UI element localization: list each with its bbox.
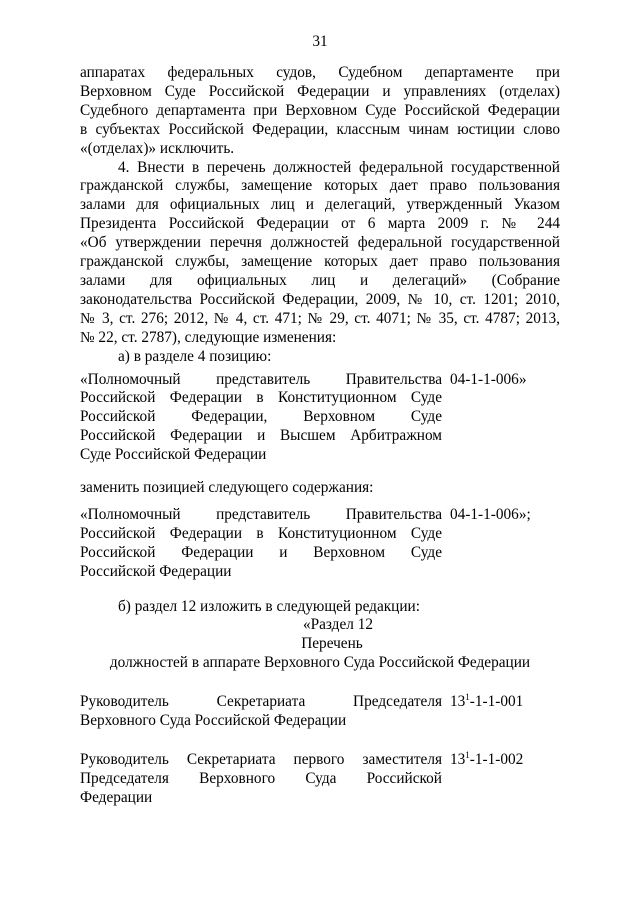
text-line: гражданской службы, замещение которых дает право пользования [80,177,560,195]
code-base: 13 [450,693,466,711]
text-line: залами для официальных лиц и делегаций» (Собрание [80,271,560,289]
position-code [442,751,560,770]
position-entry-001 [80,693,560,731]
text-line: законодательства Российской Федерации, 2009, № 10, ст. 1201; 2010, [80,290,560,308]
code-rest: -1-1-001 [469,693,524,711]
text-line: Федерации [80,788,153,806]
text-line: Российской Федерации [80,562,232,580]
text-line: Российской Федерации в Конституционном Суде [80,389,442,407]
code-rest: -1-1-002 [469,751,524,768]
position-entry-old [80,371,560,466]
text-line: № 22, ст. 2787), следующие изменения: [80,328,337,346]
text-line: № 3, ст. 276; 2012, № 4, ст. 471; № 29, ст. 4071; № 35, ст. 4787; 2013, [80,309,560,327]
text-line: Российской Федерации в Конституционном Суде [80,524,442,542]
text-line: «Об утверждении перечня должностей федеральной государственной [80,234,560,252]
position-title [80,371,442,466]
text-line: Российской Федерации, Верховном Суде [80,408,442,426]
text-line: 4. Внести в перечень должностей федеральной государственной [118,158,560,176]
subitem-a: а) в разделе 4 позицию: [118,347,272,365]
text-line: в субъектах Российской Федерации, классным чинам юстиции слово [80,120,560,138]
text-line: гражданской службы, замещение которых дает право пользования [80,253,560,271]
position-title [80,693,442,731]
text-line: залами для официальных лиц и делегаций, утвержденный Указом [80,196,560,214]
text-line: Верховном Суде Российской Федерации и управлениях (отделах) [80,82,560,100]
paragraph-continuation [80,64,560,159]
text-line: «(отделах)» исключить. [80,139,235,157]
position-title [80,506,442,582]
list-title: Перечень [301,635,363,653]
position-code: 04-1-1-006» [450,370,527,388]
text-line: Суде Российской Федерации [80,446,267,464]
text-line: Верховного Суда Российской Федерации [80,712,347,730]
list-subtitle: должностей в аппарате Верховного Суда Российской Федерации [109,654,531,672]
section-heading: «Раздел 12 [302,616,374,634]
code-superscript: 1 [465,692,470,703]
text-line: Руководитель Секретариата Председателя [80,693,442,711]
position-code: 04-1-1-006»; [450,505,531,523]
code-superscript: 1 [465,750,470,760]
text-line: Судебного департамента при Верховном Суде Российской Федерации [80,101,560,119]
text-line: Российской Федерации и Высшем Арбитражном [80,427,442,445]
text-line: Президента Российской Федерации от 6 марта 2009 г. № 244 [80,215,560,233]
position-entry-002 [80,751,560,808]
replace-instruction: заменить позицией следующего содержания: [80,479,374,497]
text-line: Российской Федерации и Верховном Суде [80,543,442,561]
position-code [442,693,560,712]
page-number: 31 [312,33,328,50]
code-base: 13 [450,751,466,768]
text-line: «Полномочный представитель Правительства [80,370,442,388]
text-line: Председателя Верховного Суда Российской [80,769,442,787]
text-line: аппаратах федеральных судов, Судебном департаменте при [80,64,560,81]
position-title [80,751,442,808]
position-entry-new [80,506,560,582]
text-line: «Полномочный представитель Правительства [80,505,442,523]
document-body [80,64,560,808]
text-line: Руководитель Секретариата первого заместителя [80,751,442,768]
subitem-b: б) раздел 12 изложить в следующей редакции: [118,597,420,615]
paragraph-item-4 [80,159,560,348]
